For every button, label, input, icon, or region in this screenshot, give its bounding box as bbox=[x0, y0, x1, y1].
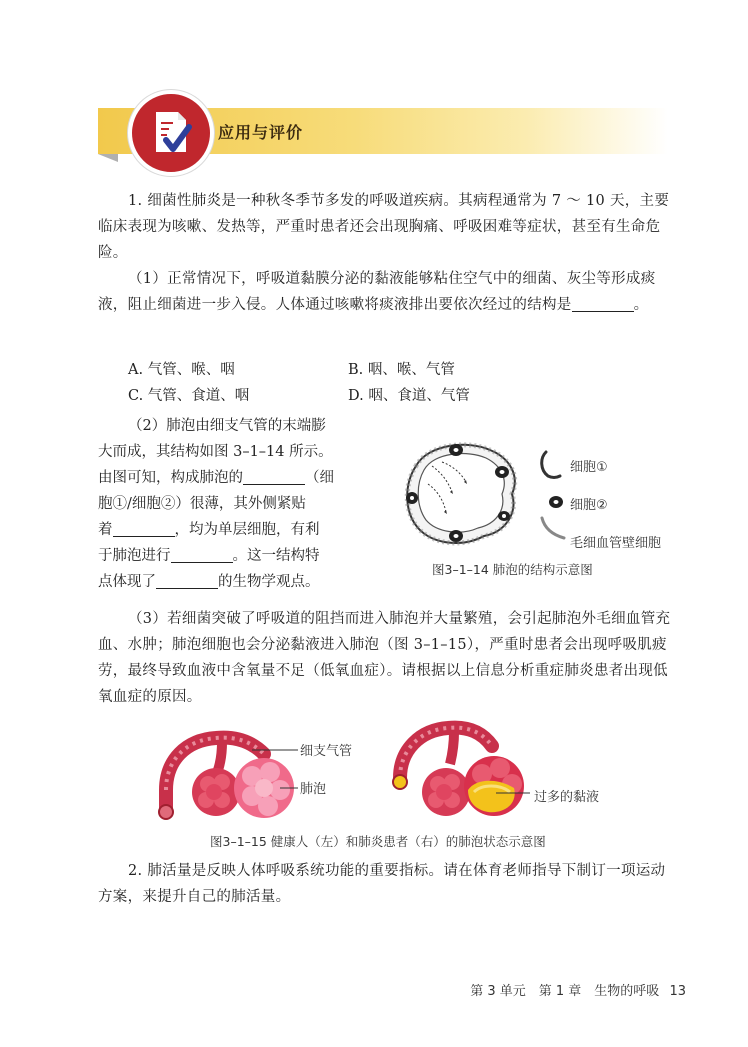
option-b: B. 咽、喉、气管 bbox=[348, 362, 455, 378]
answer-blank-5[interactable] bbox=[156, 572, 218, 589]
answer-blank-2[interactable] bbox=[243, 468, 305, 485]
page-footer bbox=[470, 980, 686, 999]
q1-part2-line3 bbox=[98, 466, 334, 487]
cell1-legend-icon bbox=[538, 450, 566, 480]
q1-intro: 1. 细菌性肺炎是一种秋冬季节多发的呼吸道疾病。其病程通常为 7 ～ 10 天，主要临床表现为咳嗽、发热等，严重时患者还会出现胸痛、呼吸困难等症状，甚至有生命危险。 bbox=[98, 193, 670, 261]
section-title: 应用与评价 bbox=[218, 123, 304, 142]
label-bronchiole: 细支气管 bbox=[300, 744, 353, 759]
q1-part1-end: 。 bbox=[633, 297, 649, 313]
q1-part2-line2: 大而成，其结构如图 3–1–14 所示。 bbox=[98, 444, 333, 460]
mucus-leader-line bbox=[496, 790, 532, 796]
label-mucus: 过多的黏液 bbox=[534, 790, 600, 805]
cell2-legend-icon bbox=[546, 494, 566, 510]
q1-part3: （3）若细菌突破了呼吸道的阻挡而进入肺泡并大量繁殖，会引起肺泡外毛细血管充血、水肿；肺泡细胞也会分泌黏液进入肺泡（图 3–1–15），严重时患者会出现呼吸肌疲劳，最终导致血液中含氧量不足（低氧血症）。请根据以上信息分析重症肺炎患者出现低氧血症的原因。 bbox=[98, 611, 671, 705]
banner-fold bbox=[98, 154, 118, 162]
q1-part2-line6 bbox=[98, 544, 320, 565]
q1-part1 bbox=[98, 266, 672, 318]
legend-cell-2: 细胞② bbox=[570, 498, 608, 513]
q1-part1-text: （1）正常情况下，呼吸道黏膜分泌的黏液能够粘住空气中的细菌、灰尘等形成痰液，阻止细菌进一步入侵。人体通过咳嗽将痰液排出要依次经过的结构是 bbox=[98, 271, 656, 313]
q1-part2-line3-b: （细 bbox=[305, 470, 334, 486]
alveolus-structure-figure bbox=[398, 436, 528, 554]
capillary-legend-icon bbox=[538, 516, 568, 542]
q1-part2-line7 bbox=[98, 570, 320, 591]
page-number: 13 bbox=[669, 984, 686, 999]
legend-cell-1: 细胞① bbox=[570, 460, 608, 475]
q1-part2-line1: （2）肺泡由细支气管的末端膨 bbox=[128, 418, 326, 434]
document-check-icon bbox=[128, 90, 214, 176]
q1-part2-line6-b: 。这一结构特 bbox=[232, 548, 320, 564]
q1-part2-line5-b: ，均为单层细胞，有利 bbox=[174, 522, 320, 538]
option-d: D. 咽、食道、气管 bbox=[348, 388, 470, 404]
answer-blank-3[interactable] bbox=[113, 520, 175, 537]
option-a: A. 气管、喉、咽 bbox=[128, 362, 235, 378]
q1-part2-line6-a: 于肺泡进行 bbox=[98, 548, 171, 564]
footer-chapter: 第 3 单元 第 1 章 生物的呼吸 bbox=[470, 984, 660, 999]
fig15-leader-lines bbox=[252, 746, 300, 796]
legend-capillary-cell: 毛细血管壁细胞 bbox=[570, 536, 662, 551]
figure-14-caption: 图3–1–14 肺泡的结构示意图 bbox=[432, 562, 593, 577]
figure-15-caption: 图3–1–15 健康人（左）和肺炎患者（右）的肺泡状态示意图 bbox=[210, 834, 546, 849]
q1-part2-line7-b: 的生物学观点。 bbox=[218, 574, 320, 590]
q1-part2-line5 bbox=[98, 518, 320, 539]
label-alveolus: 肺泡 bbox=[300, 782, 327, 797]
answer-blank-1[interactable] bbox=[572, 295, 634, 312]
q1-part2-line7-a: 点体现了 bbox=[98, 574, 156, 590]
q1-part2-line3-a: 由图可知，构成肺泡的 bbox=[98, 470, 243, 486]
pneumonia-alveolus-figure bbox=[386, 716, 536, 828]
q2-text: 2. 肺活量是反映人体呼吸系统功能的重要指标。请在体育老师指导下制订一项运动方案，来提升自己的肺活量。 bbox=[98, 863, 666, 905]
answer-blank-4[interactable] bbox=[171, 546, 233, 563]
option-c: C. 气管、食道、咽 bbox=[128, 388, 250, 404]
q1-part2-line4: 胞①/细胞②）很薄，其外侧紧贴 bbox=[98, 496, 306, 512]
q1-part2-line5-a: 着 bbox=[98, 522, 113, 538]
